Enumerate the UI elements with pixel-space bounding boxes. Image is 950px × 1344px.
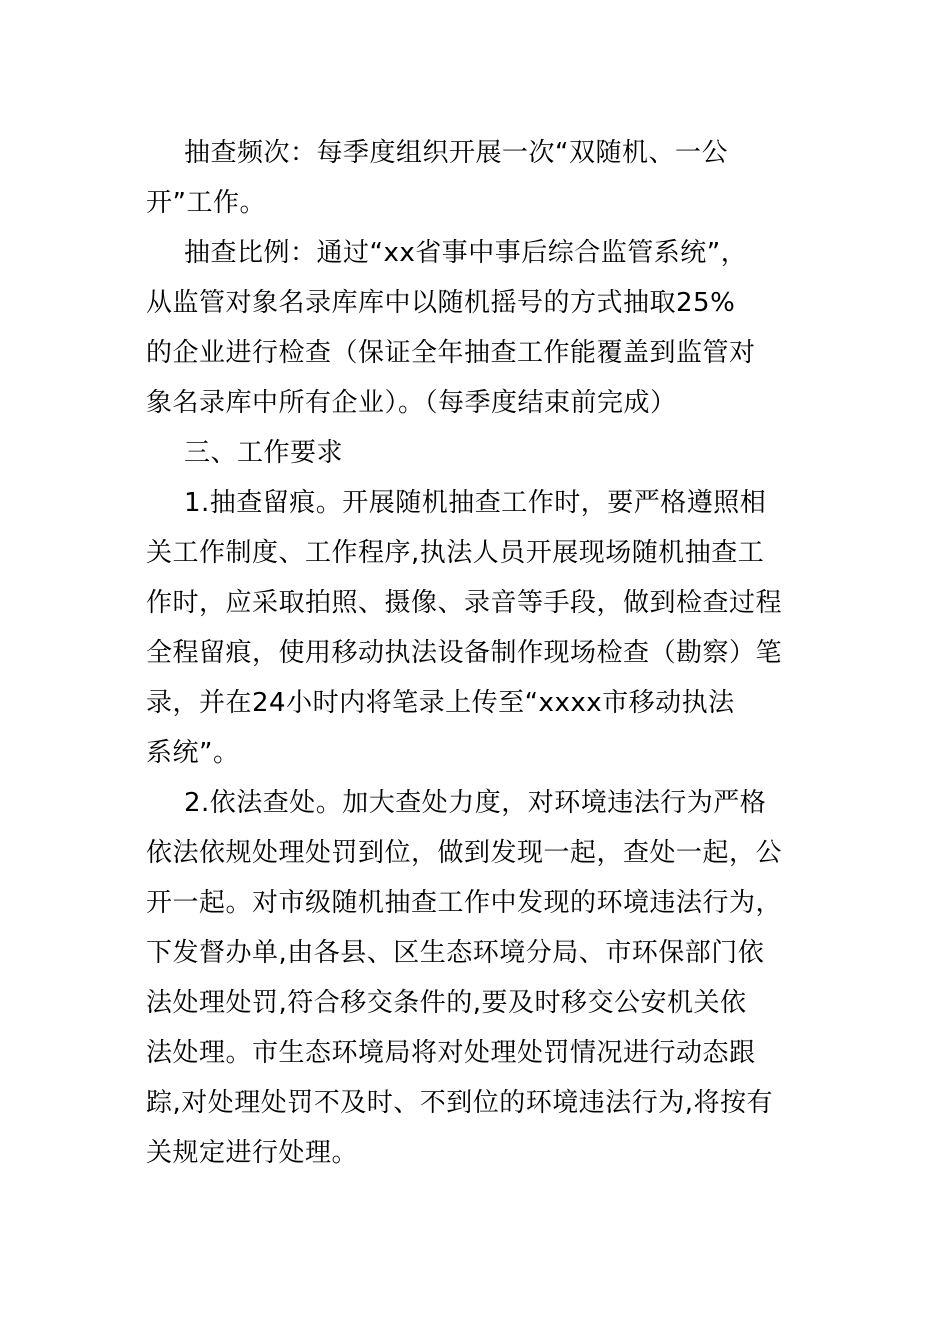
text-line: 关规定进行处理。 [146, 1138, 359, 1168]
text-line: 的企业进行检查（保证全年抽查工作能覆盖到监管对 [146, 338, 756, 368]
text-line: 抽查频次：每季度组织开展一次“双随机、一公 [184, 138, 728, 168]
text-line: 系统”。 [146, 738, 240, 768]
section-heading-work-requirements [146, 428, 826, 478]
paragraph-legal-handling [146, 778, 826, 1178]
text-line: 开”工作。 [146, 188, 266, 218]
text-line: 1.抽查留痕。开展随机抽查工作时，要严格遵照相 [184, 488, 767, 518]
text-line: 录，并在24小时内将笔录上传至“xxxx市移动执法 [146, 688, 735, 718]
text-line: 从监管对象名录库库中以随机摇号的方式抽取25% [146, 288, 736, 318]
text-line: 2.依法查处。加大查处力度，对环境违法行为严格 [184, 788, 767, 818]
text-line: 象名录库中所有企业）。（每季度结束前完成） [146, 388, 677, 418]
text-line: 踪,对处理处罚不及时、不到位的环境违法行为,将按有 [146, 1088, 774, 1118]
text-line: 关工作制度、工作程序,执法人员开展现场随机抽查工 [146, 538, 765, 568]
text-line: 依法依规处理处罚到位，做到发现一起，查处一起，公 [146, 838, 783, 868]
text-line: 作时，应采取拍照、摄像、录音等手段，做到检查过程 [146, 588, 783, 618]
text-line: 下发督办单,由各县、区生态环境分局、市环保部门依 [146, 938, 765, 968]
text-line: 法处理处罚,符合移交条件的,要及时移交公安机关依 [146, 988, 747, 1018]
heading-line: 三、工作要求 [184, 438, 344, 468]
paragraph-sampling-frequency [146, 128, 826, 228]
paragraph-inspection-trace [146, 478, 826, 778]
text-line: 全程留痕，使用移动执法设备制作现场检查（勘察）笔 [146, 638, 783, 668]
text-line: 法处理。市生态环境局将对处理处罚情况进行动态跟 [146, 1038, 756, 1068]
text-line: 开一起。对市级随机抽查工作中发现的环境违法行为， [146, 888, 783, 918]
paragraph-sampling-ratio [146, 228, 826, 428]
text-line: 抽查比例：通过“xx省事中事后综合监管系统”， [184, 238, 748, 268]
